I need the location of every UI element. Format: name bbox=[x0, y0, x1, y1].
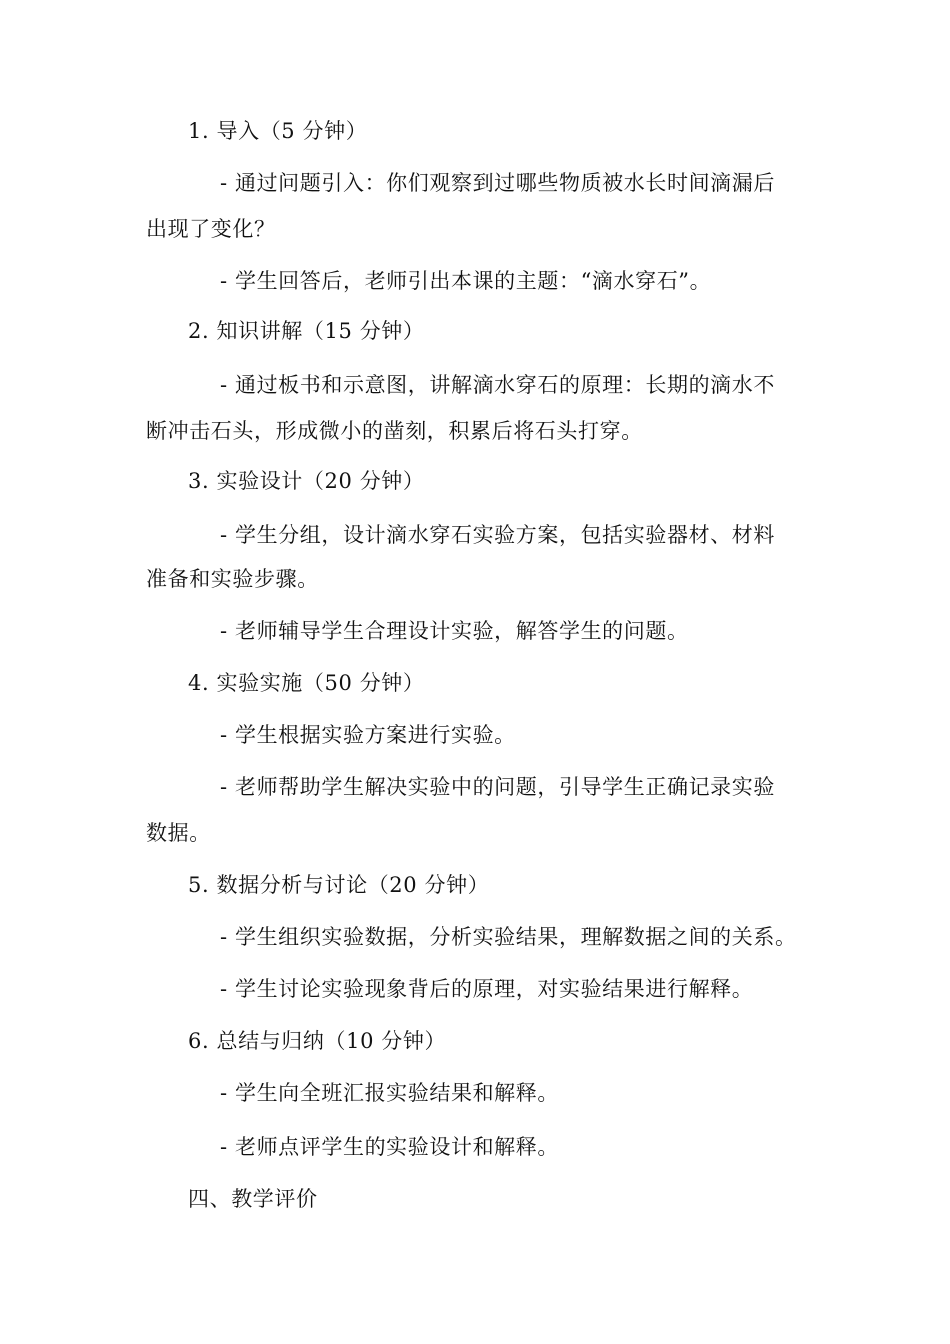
section-heading-experiment-run: 4. 实验实施（50 分钟） bbox=[188, 671, 425, 695]
bullet-line: - 学生讨论实验现象背后的原理，对实验结果进行解释。 bbox=[220, 977, 754, 1001]
continuation-line: 断冲击石头，形成微小的凿刻，积累后将石头打穿。 bbox=[146, 419, 643, 443]
bullet-line: - 学生组织实验数据，分析实验结果，理解数据之间的关系。 bbox=[220, 925, 797, 949]
bullet-line: - 学生向全班汇报实验结果和解释。 bbox=[220, 1081, 559, 1105]
continuation-line: 准备和实验步骤。 bbox=[146, 567, 319, 591]
section-heading-summary: 6. 总结与归纳（10 分钟） bbox=[188, 1029, 447, 1053]
continuation-line: 数据。 bbox=[146, 821, 211, 845]
bullet-line: - 老师点评学生的实验设计和解释。 bbox=[220, 1135, 559, 1159]
section-heading-analysis: 5. 数据分析与讨论（20 分钟） bbox=[188, 873, 490, 897]
bullet-line: - 老师帮助学生解决实验中的问题，引导学生正确记录实验 bbox=[220, 775, 775, 799]
bullet-line: - 通过板书和示意图，讲解滴水穿石的原理：长期的滴水不 bbox=[220, 373, 775, 397]
section-heading-knowledge: 2. 知识讲解（15 分钟） bbox=[188, 319, 425, 343]
bullet-line: - 学生回答后，老师引出本课的主题：“滴水穿石”。 bbox=[220, 269, 712, 293]
continuation-line: 出现了变化？ bbox=[146, 217, 276, 241]
bullet-line: - 通过问题引入：你们观察到过哪些物质被水长时间滴漏后 bbox=[220, 171, 775, 195]
section-heading-experiment-design: 3. 实验设计（20 分钟） bbox=[188, 469, 425, 493]
bullet-line: - 学生根据实验方案进行实验。 bbox=[220, 723, 516, 747]
chapter-heading-evaluation: 四、教学评价 bbox=[188, 1187, 318, 1211]
bullet-line: - 学生分组，设计滴水穿石实验方案，包括实验器材、材料 bbox=[220, 523, 775, 547]
section-heading-intro: 1. 导入（5 分钟） bbox=[188, 119, 368, 143]
bullet-line: - 老师辅导学生合理设计实验，解答学生的问题。 bbox=[220, 619, 689, 643]
